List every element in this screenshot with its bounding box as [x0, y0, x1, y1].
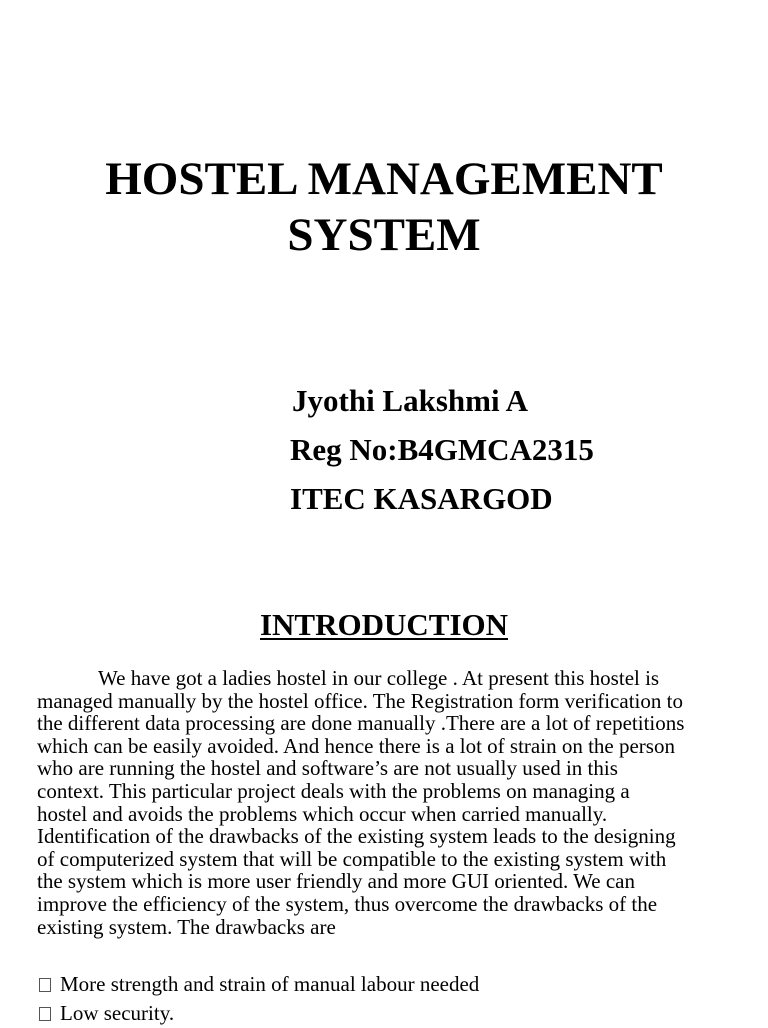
paragraph-line: the different data processing are done manually .There are a lot of repetitions — [37, 711, 685, 736]
document-title-line-2: SYSTEM — [287, 209, 481, 261]
drawbacks-list — [39, 970, 479, 1028]
institution-name: ITEC KASARGOD — [290, 481, 553, 516]
paragraph-line: improve the efficiency of the system, thus overcome the drawbacks of the — [37, 891, 658, 916]
list-item-text: More strength and strain of manual labour needed — [60, 972, 480, 996]
author-name: Jyothi Lakshmi A — [292, 383, 529, 418]
list-item-text: Low security. — [60, 1001, 175, 1025]
paragraph-line: existing system. The drawbacks are — [37, 914, 336, 939]
paragraph-line: context. This particular project deals with the problems on managing a — [37, 778, 630, 803]
section-heading-introduction: INTRODUCTION — [259, 607, 509, 642]
document-title-line-1: HOSTEL MANAGEMENT — [105, 153, 663, 205]
registration-number: Reg No:B4GMCA2315 — [290, 432, 594, 467]
paragraph-line: hostel and avoids the problems which occur when carried manually. — [37, 801, 608, 826]
list-item — [39, 970, 479, 999]
bullet-box-icon — [39, 978, 51, 992]
paragraph-line: managed manually by the hostel office. The Registration form verification to — [37, 688, 683, 713]
paragraph-line: who are running the hostel and software’s are not usually used in this — [37, 756, 618, 781]
paragraph-line: which can be easily avoided. And hence there is a lot of strain on the person — [37, 733, 675, 758]
paragraph-line: Identification of the drawbacks of the existing system leads to the designing — [37, 824, 676, 849]
bullet-box-icon — [39, 1007, 51, 1021]
paragraph-line: We have got a ladies hostel in our college . At present this hostel is — [98, 666, 660, 690]
introduction-paragraph — [37, 667, 767, 938]
paragraph-line: of computerized system that will be compatible to the existing system with — [37, 846, 667, 871]
paragraph-line: the system which is more user friendly and more GUI oriented. We can — [37, 869, 635, 894]
